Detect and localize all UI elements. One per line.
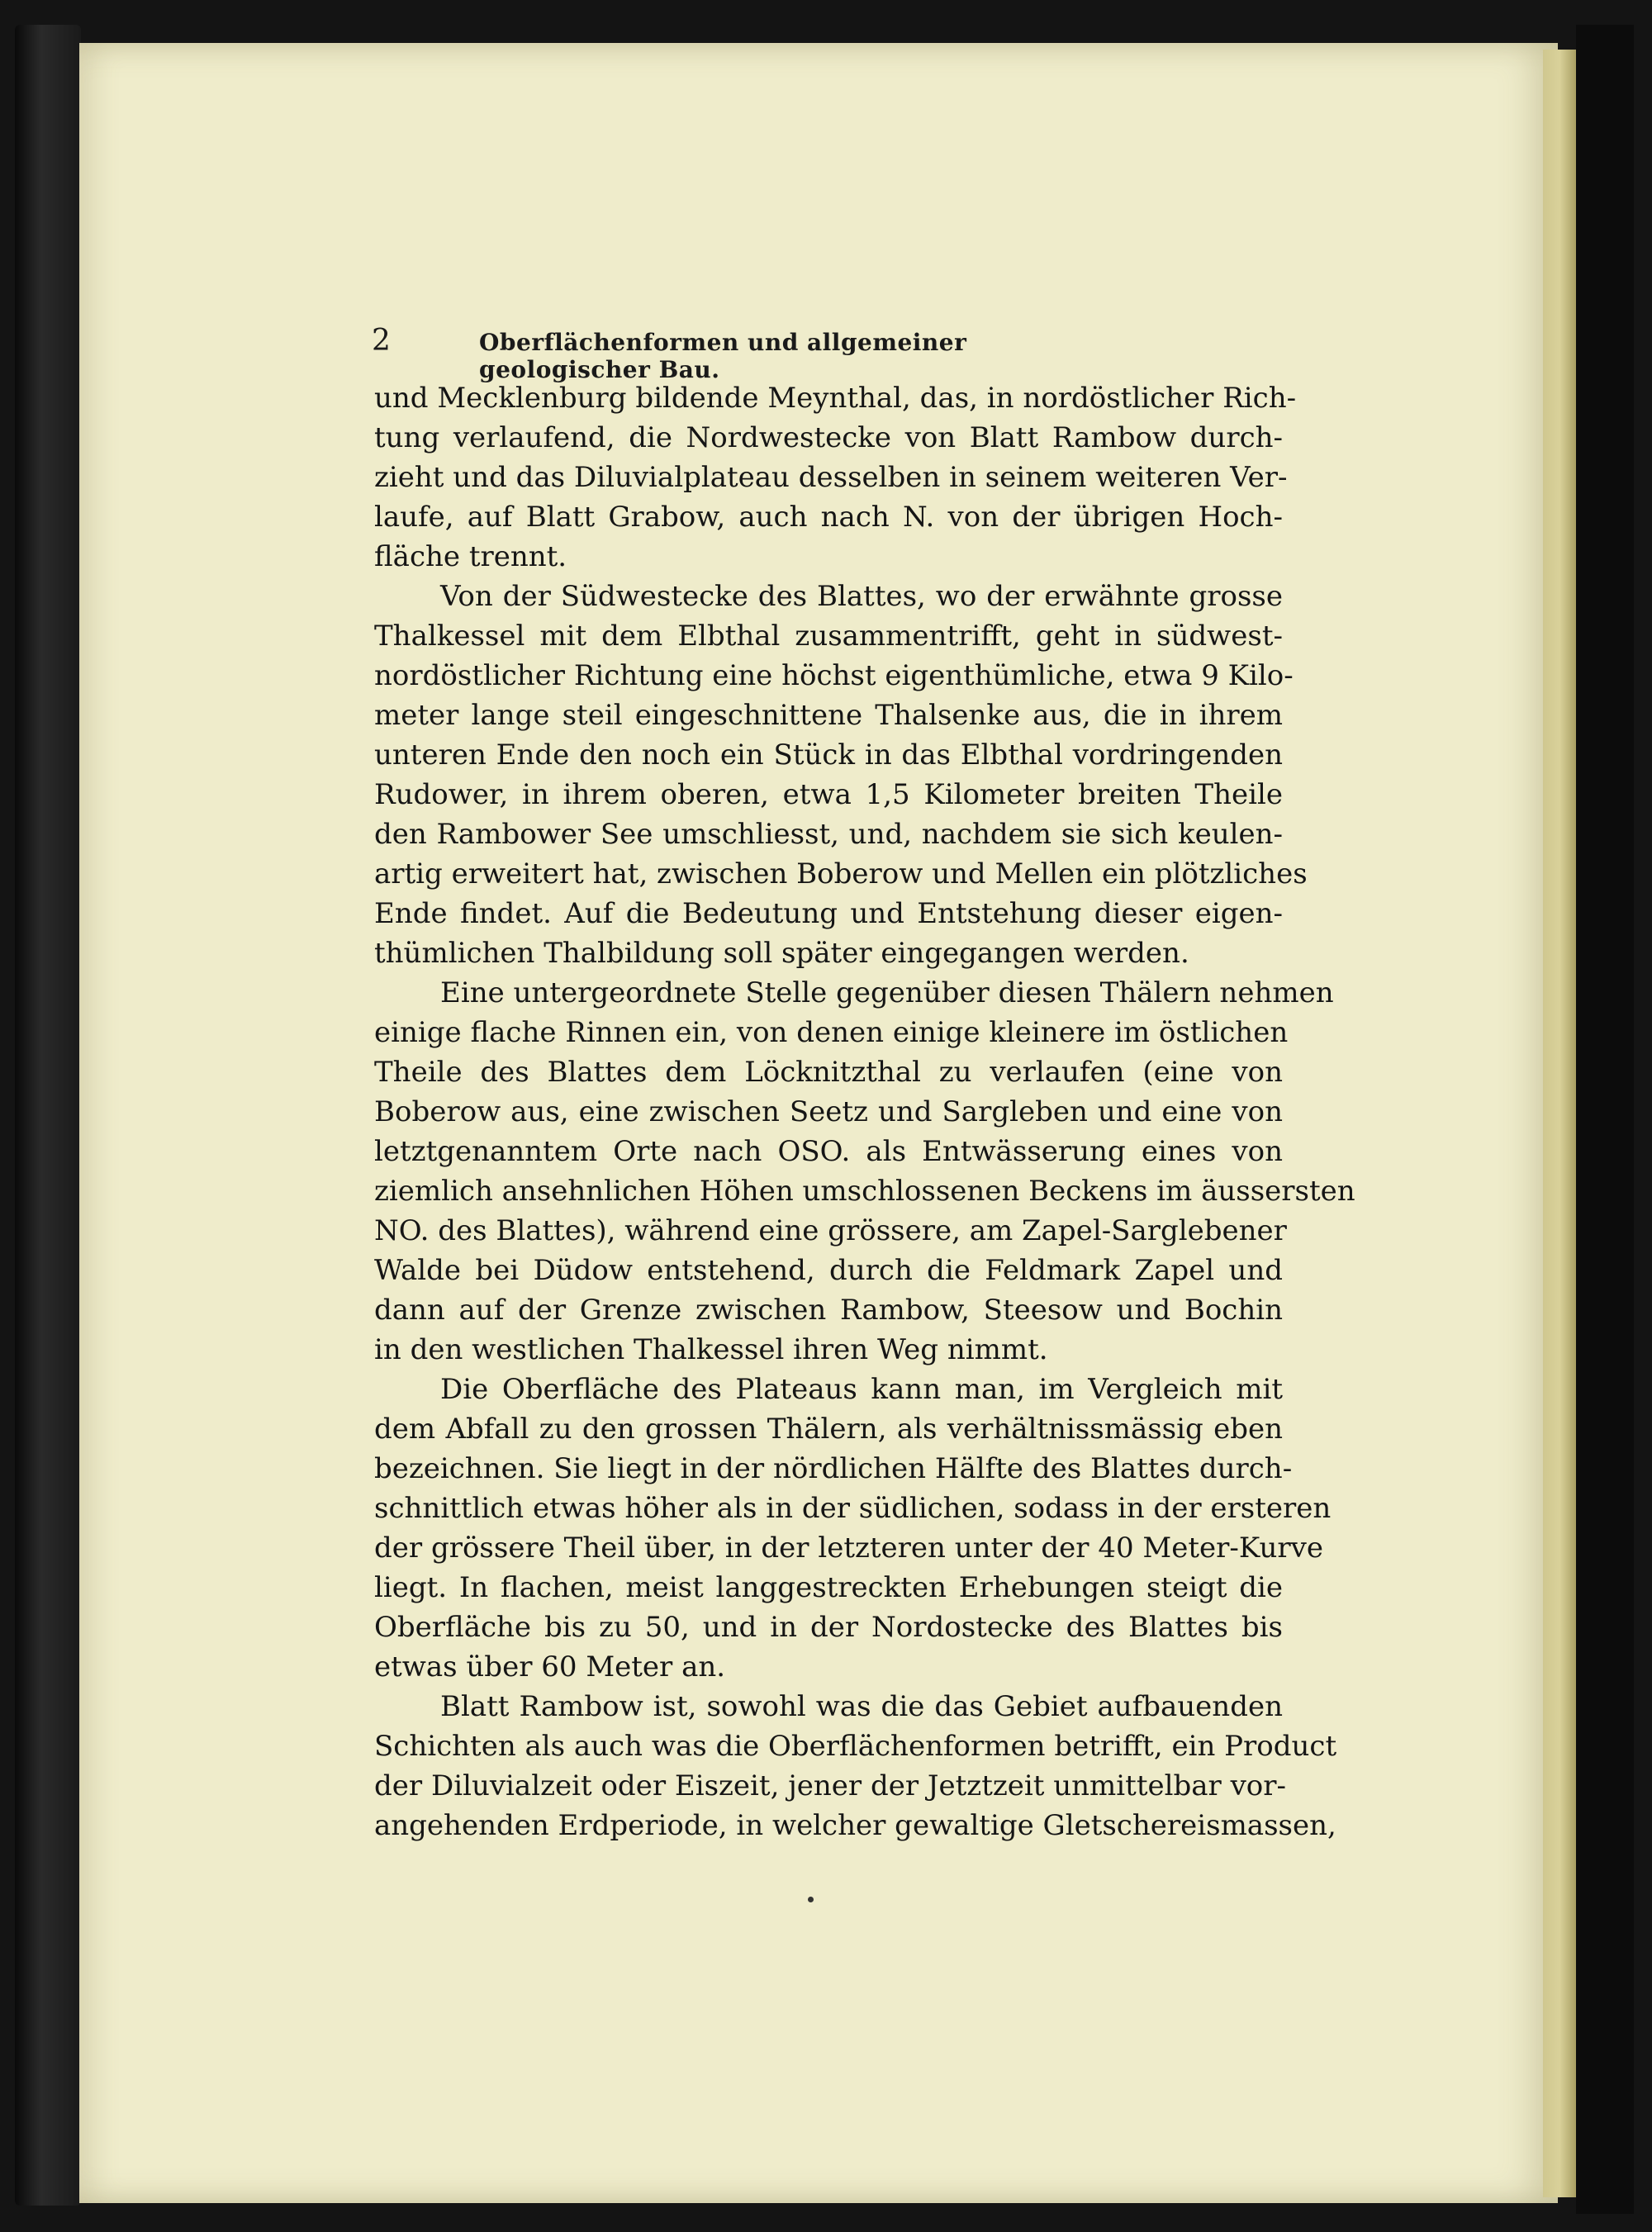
text-line: Rudower, in ihrem oberen, etwa 1,5 Kilometer breiten Theile — [374, 778, 1283, 811]
text-line: Oberfläche bis zu 50, und in der Nordostecke des Blattes bis — [374, 1611, 1283, 1644]
text-line: nordöstlicher Richtung eine höchst eigenthümliche, etwa 9 Kilo- — [374, 659, 1294, 692]
running-head-title: Oberflächenformen und allgemeiner geologischer Bau. — [479, 329, 967, 383]
text-line: Die Oberfläche des Plateaus kann man, im Vergleich mit — [440, 1373, 1283, 1406]
page-number: 2 — [372, 324, 391, 358]
text-line: Von der Südwestecke des Blattes, wo der erwähnte grosse — [440, 580, 1283, 613]
text-line: Blatt Rambow ist, sowohl was die das Gebiet aufbauenden — [440, 1690, 1283, 1723]
text-line: thümlichen Thalbildung soll später eingegangen werden. — [374, 937, 1189, 970]
paragraph-1 — [374, 378, 1297, 577]
text-line: fläche trennt. — [374, 540, 567, 573]
text-line: der grössere Theil über, in der letzteren unter der 40 Meter-Kurve — [374, 1532, 1324, 1565]
text-line: und Mecklenburg bildende Meynthal, das, in nordöstlicher Rich- — [374, 382, 1297, 415]
body-text — [374, 378, 1355, 1845]
text-line: in den westlichen Thalkessel ihren Weg nimmt. — [374, 1333, 1048, 1366]
book-right-edge — [1576, 25, 1634, 2214]
text-line: der Diluvialzeit oder Eiszeit, jener der Jetztzeit unmittelbar vor- — [374, 1769, 1287, 1802]
text-line: zieht und das Diluvialplateau desselben in seinem weiteren Ver- — [374, 461, 1288, 494]
text-line: laufe, auf Blatt Grabow, auch nach N. von der übrigen Hoch- — [374, 501, 1283, 534]
text-line: dem Abfall zu den grossen Thälern, als verhältnissmässig eben — [374, 1413, 1283, 1446]
dust-speck — [808, 1897, 814, 1902]
text-line: artig erweitert hat, zwischen Boberow und Mellen ein plötzliches — [374, 857, 1308, 890]
text-line: Eine untergeordnete Stelle gegenüber diesen Thälern nehmen — [440, 976, 1334, 1009]
text-line: ziemlich ansehnlichen Höhen umschlossenen Beckens im äussersten — [374, 1175, 1355, 1208]
paragraph-4 — [374, 1370, 1332, 1687]
text-line: einige flache Rinnen ein, von denen einige kleinere im östlichen — [374, 1016, 1289, 1049]
text-line: tung verlaufend, die Nordwestecke von Blatt Rambow durch- — [374, 421, 1283, 454]
paragraph-5 — [374, 1687, 1337, 1845]
text-line: den Rambower See umschliesst, und, nachdem sie sich keulen- — [374, 818, 1283, 851]
text-line: liegt. In flachen, meist langgestreckten Erhebungen steigt die — [374, 1571, 1283, 1604]
text-line: etwas über 60 Meter an. — [374, 1650, 726, 1683]
text-line: Walde bei Düdow entstehend, durch die Feldmark Zapel und — [374, 1254, 1283, 1287]
text-line: bezeichnen. Sie liegt in der nördlichen Hälfte des Blattes durch- — [374, 1452, 1293, 1485]
text-line: schnittlich etwas höher als in der südlichen, sodass in der ersteren — [374, 1492, 1332, 1525]
page-gutter-strip — [1543, 50, 1576, 2197]
text-line: Ende findet. Auf die Bedeutung und Entstehung dieser eigen- — [374, 897, 1283, 930]
text-line: dann auf der Grenze zwischen Rambow, Steesow und Bochin — [374, 1294, 1283, 1327]
text-line: angehenden Erdperiode, in welcher gewaltige Gletschereismassen, — [374, 1809, 1336, 1842]
text-line: Thalkessel mit dem Elbthal zusammentrifft, geht in südwest- — [374, 620, 1283, 653]
text-line: meter lange steil eingeschnittene Thalsenke aus, die in ihrem — [374, 699, 1283, 732]
text-line: Theile des Blattes dem Löcknitzthal zu verlaufen (eine von — [374, 1056, 1283, 1089]
book-cover-edge — [15, 25, 81, 2206]
paragraph-3 — [374, 973, 1355, 1370]
text-line: letztgenanntem Orte nach OSO. als Entwässerung eines von — [374, 1135, 1283, 1168]
text-line: unteren Ende den noch ein Stück in das Elbthal vordringenden — [374, 738, 1283, 772]
running-head — [372, 324, 1140, 383]
text-line: Boberow aus, eine zwischen Seetz und Sargleben und eine von — [374, 1095, 1283, 1128]
text-line: Schichten als auch was die Oberflächenformen betrifft, ein Product — [374, 1730, 1337, 1763]
paragraph-2 — [374, 577, 1308, 973]
text-line: NO. des Blattes), während eine grössere, am Zapel-Sarglebener — [374, 1214, 1287, 1247]
